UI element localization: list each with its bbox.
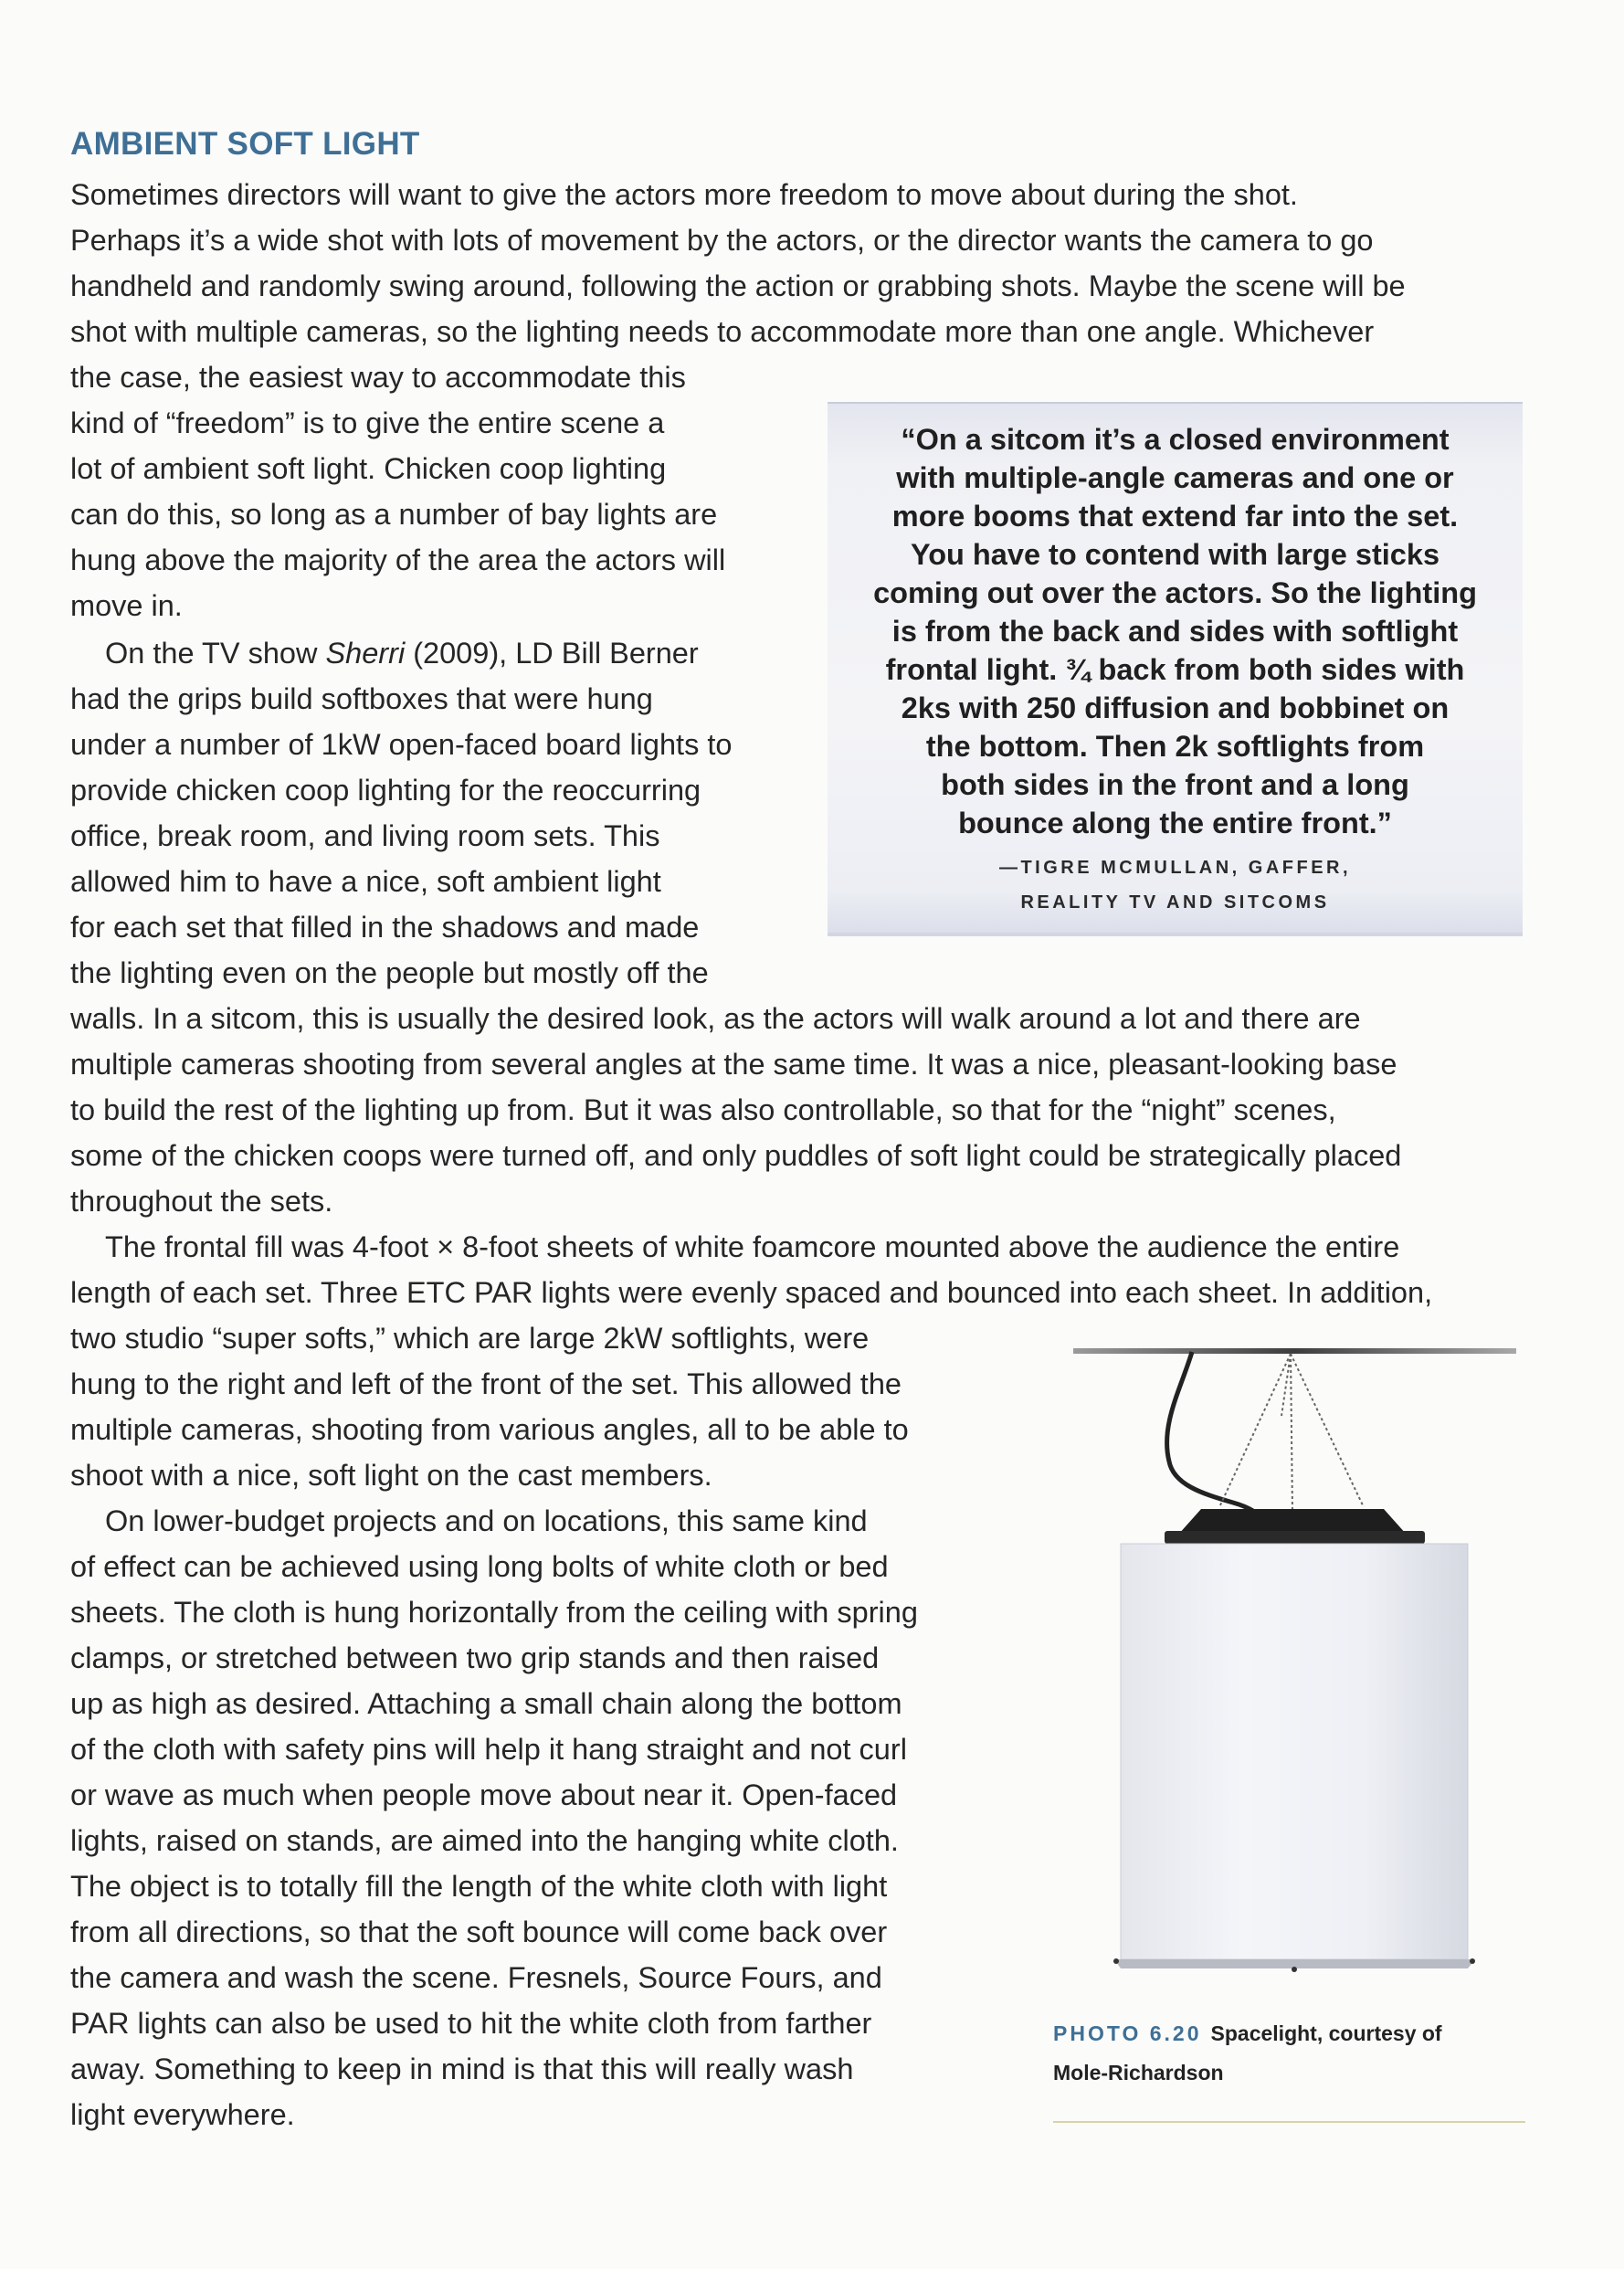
body-line: of the cloth with safety pins will help it hang straight and not curl xyxy=(70,1733,907,1766)
body-line: PAR lights can also be used to hit the white cloth from farther xyxy=(70,2007,872,2040)
pull-quote-attribution-role: REALITY TV AND SITCOMS xyxy=(1020,892,1330,913)
sherri-suffix: (2009), LD Bill Berner xyxy=(405,637,699,670)
body-line: two studio “super softs,” which are large 2kW softlights, were xyxy=(70,1322,870,1355)
body-line: up as high as desired. Attaching a small chain along the bottom xyxy=(70,1687,902,1720)
body-line: under a number of 1kW open-faced board lights to xyxy=(70,728,733,761)
pull-quote-line: frontal light. ¾ back from both sides with xyxy=(885,653,1465,686)
body-line-sherri xyxy=(105,630,699,676)
body-line: some of the chicken coops were turned off, and only puddles of soft light could be strategically placed xyxy=(70,1139,1402,1172)
body-line: walls. In a sitcom, this is usually the desired look, as the actors will walk around a lot and there are xyxy=(70,1002,1361,1035)
photo-caption-text: Spacelight, courtesy of xyxy=(1210,2021,1442,2045)
pull-quote-line: is from the back and sides with softlight xyxy=(891,615,1459,648)
pull-quote-line: You have to contend with large sticks xyxy=(910,538,1440,571)
body-line: the case, the easiest way to accommodate this xyxy=(70,361,686,394)
body-line: throughout the sets. xyxy=(70,1185,333,1218)
pull-quote-line: bounce along the entire front.” xyxy=(958,807,1392,839)
sherri-prefix: On the TV show xyxy=(105,637,326,670)
body-line: move in. xyxy=(70,589,183,622)
lamp-top-band xyxy=(1165,1531,1425,1544)
pull-quote-line: 2ks with 250 diffusion and bobbinet on xyxy=(901,691,1450,724)
diffusion-cylinder xyxy=(1121,1544,1468,1959)
body-line: On lower-budget projects and on locations, this same kind xyxy=(105,1504,868,1537)
power-cable xyxy=(1167,1352,1270,1533)
body-line: hung above the majority of the area the actors will xyxy=(70,544,726,576)
body-line: allowed him to have a nice, soft ambient light xyxy=(70,865,661,898)
photo-caption xyxy=(1053,2014,1528,2093)
pipe xyxy=(1073,1348,1516,1354)
body-line: multiple cameras shooting from several angles at the same time. It was a nice, pleasant-looking base xyxy=(70,1048,1397,1081)
body-line: The object is to totally fill the length of the white cloth with light xyxy=(70,1870,888,1903)
body-line: to build the rest of the lighting up from. But it was also controllable, so that for the “night” scenes, xyxy=(70,1093,1336,1126)
body-line: Sometimes directors will want to give the actors more freedom to move about during the shot. xyxy=(70,178,1298,211)
body-line: sheets. The cloth is hung horizontally from the ceiling with spring xyxy=(70,1596,918,1629)
body-line: lot of ambient soft light. Chicken coop lighting xyxy=(70,452,667,485)
pull-quote-line: both sides in the front and a long xyxy=(941,768,1409,801)
body-line: for each set that filled in the shadows and made xyxy=(70,911,700,944)
body-line: shot with multiple cameras, so the lighting needs to accommodate more than one angle. Whichever xyxy=(70,315,1375,348)
body-line: office, break room, and living room sets. This xyxy=(70,819,660,852)
spacelight-photo xyxy=(1073,1315,1516,1991)
suspension-chain xyxy=(1219,1354,1364,1512)
body-line: light everywhere. xyxy=(70,2098,295,2131)
body-line: provide chicken coop lighting for the reoccurring xyxy=(70,774,701,807)
caption-divider xyxy=(1053,2121,1525,2123)
pull-quote-line: coming out over the actors. So the lighting xyxy=(873,576,1477,609)
pull-quote-line: more booms that extend far into the set. xyxy=(891,500,1459,533)
pull-quote-line: with multiple-angle cameras and one or xyxy=(896,461,1454,494)
body-line: length of each set. Three ETC PAR lights were evenly spaced and bounced into each sheet. In addition, xyxy=(70,1276,1433,1309)
body-line: or wave as much when people move about near it. Open-faced xyxy=(70,1778,898,1811)
body-line: The frontal fill was 4-foot × 8-foot sheets of white foamcore mounted above the audience the entire xyxy=(105,1230,1400,1263)
photo-tag: PHOTO 6.20 xyxy=(1053,2021,1202,2045)
pull-quote-attribution: —TIGRE MCMULLAN, GAFFER, xyxy=(998,858,1352,878)
body-line: the camera and wash the scene. Fresnels, Source Fours, and xyxy=(70,1961,882,1994)
body-line: can do this, so long as a number of bay lights are xyxy=(70,498,718,531)
body-line: multiple cameras, shooting from various angles, all to be able to xyxy=(70,1413,909,1446)
pull-quote-box xyxy=(828,402,1523,936)
body-line: the lighting even on the people but mostly off the xyxy=(70,956,709,989)
body-line: from all directions, so that the soft bounce will come back over xyxy=(70,1915,888,1948)
body-line: kind of “freedom” is to give the entire scene a xyxy=(70,406,665,439)
body-line: of effect can be achieved using long bolts of white cloth or bed xyxy=(70,1550,889,1583)
body-line: Perhaps it’s a wide shot with lots of movement by the actors, or the director wants the camera to go xyxy=(70,224,1374,257)
body-line: had the grips build softboxes that were hung xyxy=(70,682,653,715)
body-line: clamps, or stretched between two grip stands and then raised xyxy=(70,1641,880,1674)
body-line: handheld and randomly swing around, following the action or grabbing shots. Maybe the scene will be xyxy=(70,269,1406,302)
lamp-housing xyxy=(1178,1509,1407,1535)
pull-quote-line: the bottom. Then 2k softlights from xyxy=(925,730,1425,763)
body-line: hung to the right and left of the front of the set. This allowed the xyxy=(70,1367,902,1400)
body-line: shoot with a nice, soft light on the cast members. xyxy=(70,1459,712,1492)
body-line: lights, raised on stands, are aimed into the hanging white cloth. xyxy=(70,1824,899,1857)
photo-credit: Mole-Richardson xyxy=(1053,2061,1224,2084)
pull-quote-line: “On a sitcom it’s a closed environment xyxy=(901,423,1450,456)
show-title: Sherri xyxy=(325,637,406,670)
body-line: away. Something to keep in mind is that this will really wash xyxy=(70,2053,854,2085)
section-heading: AMBIENT SOFT LIGHT xyxy=(70,126,420,162)
